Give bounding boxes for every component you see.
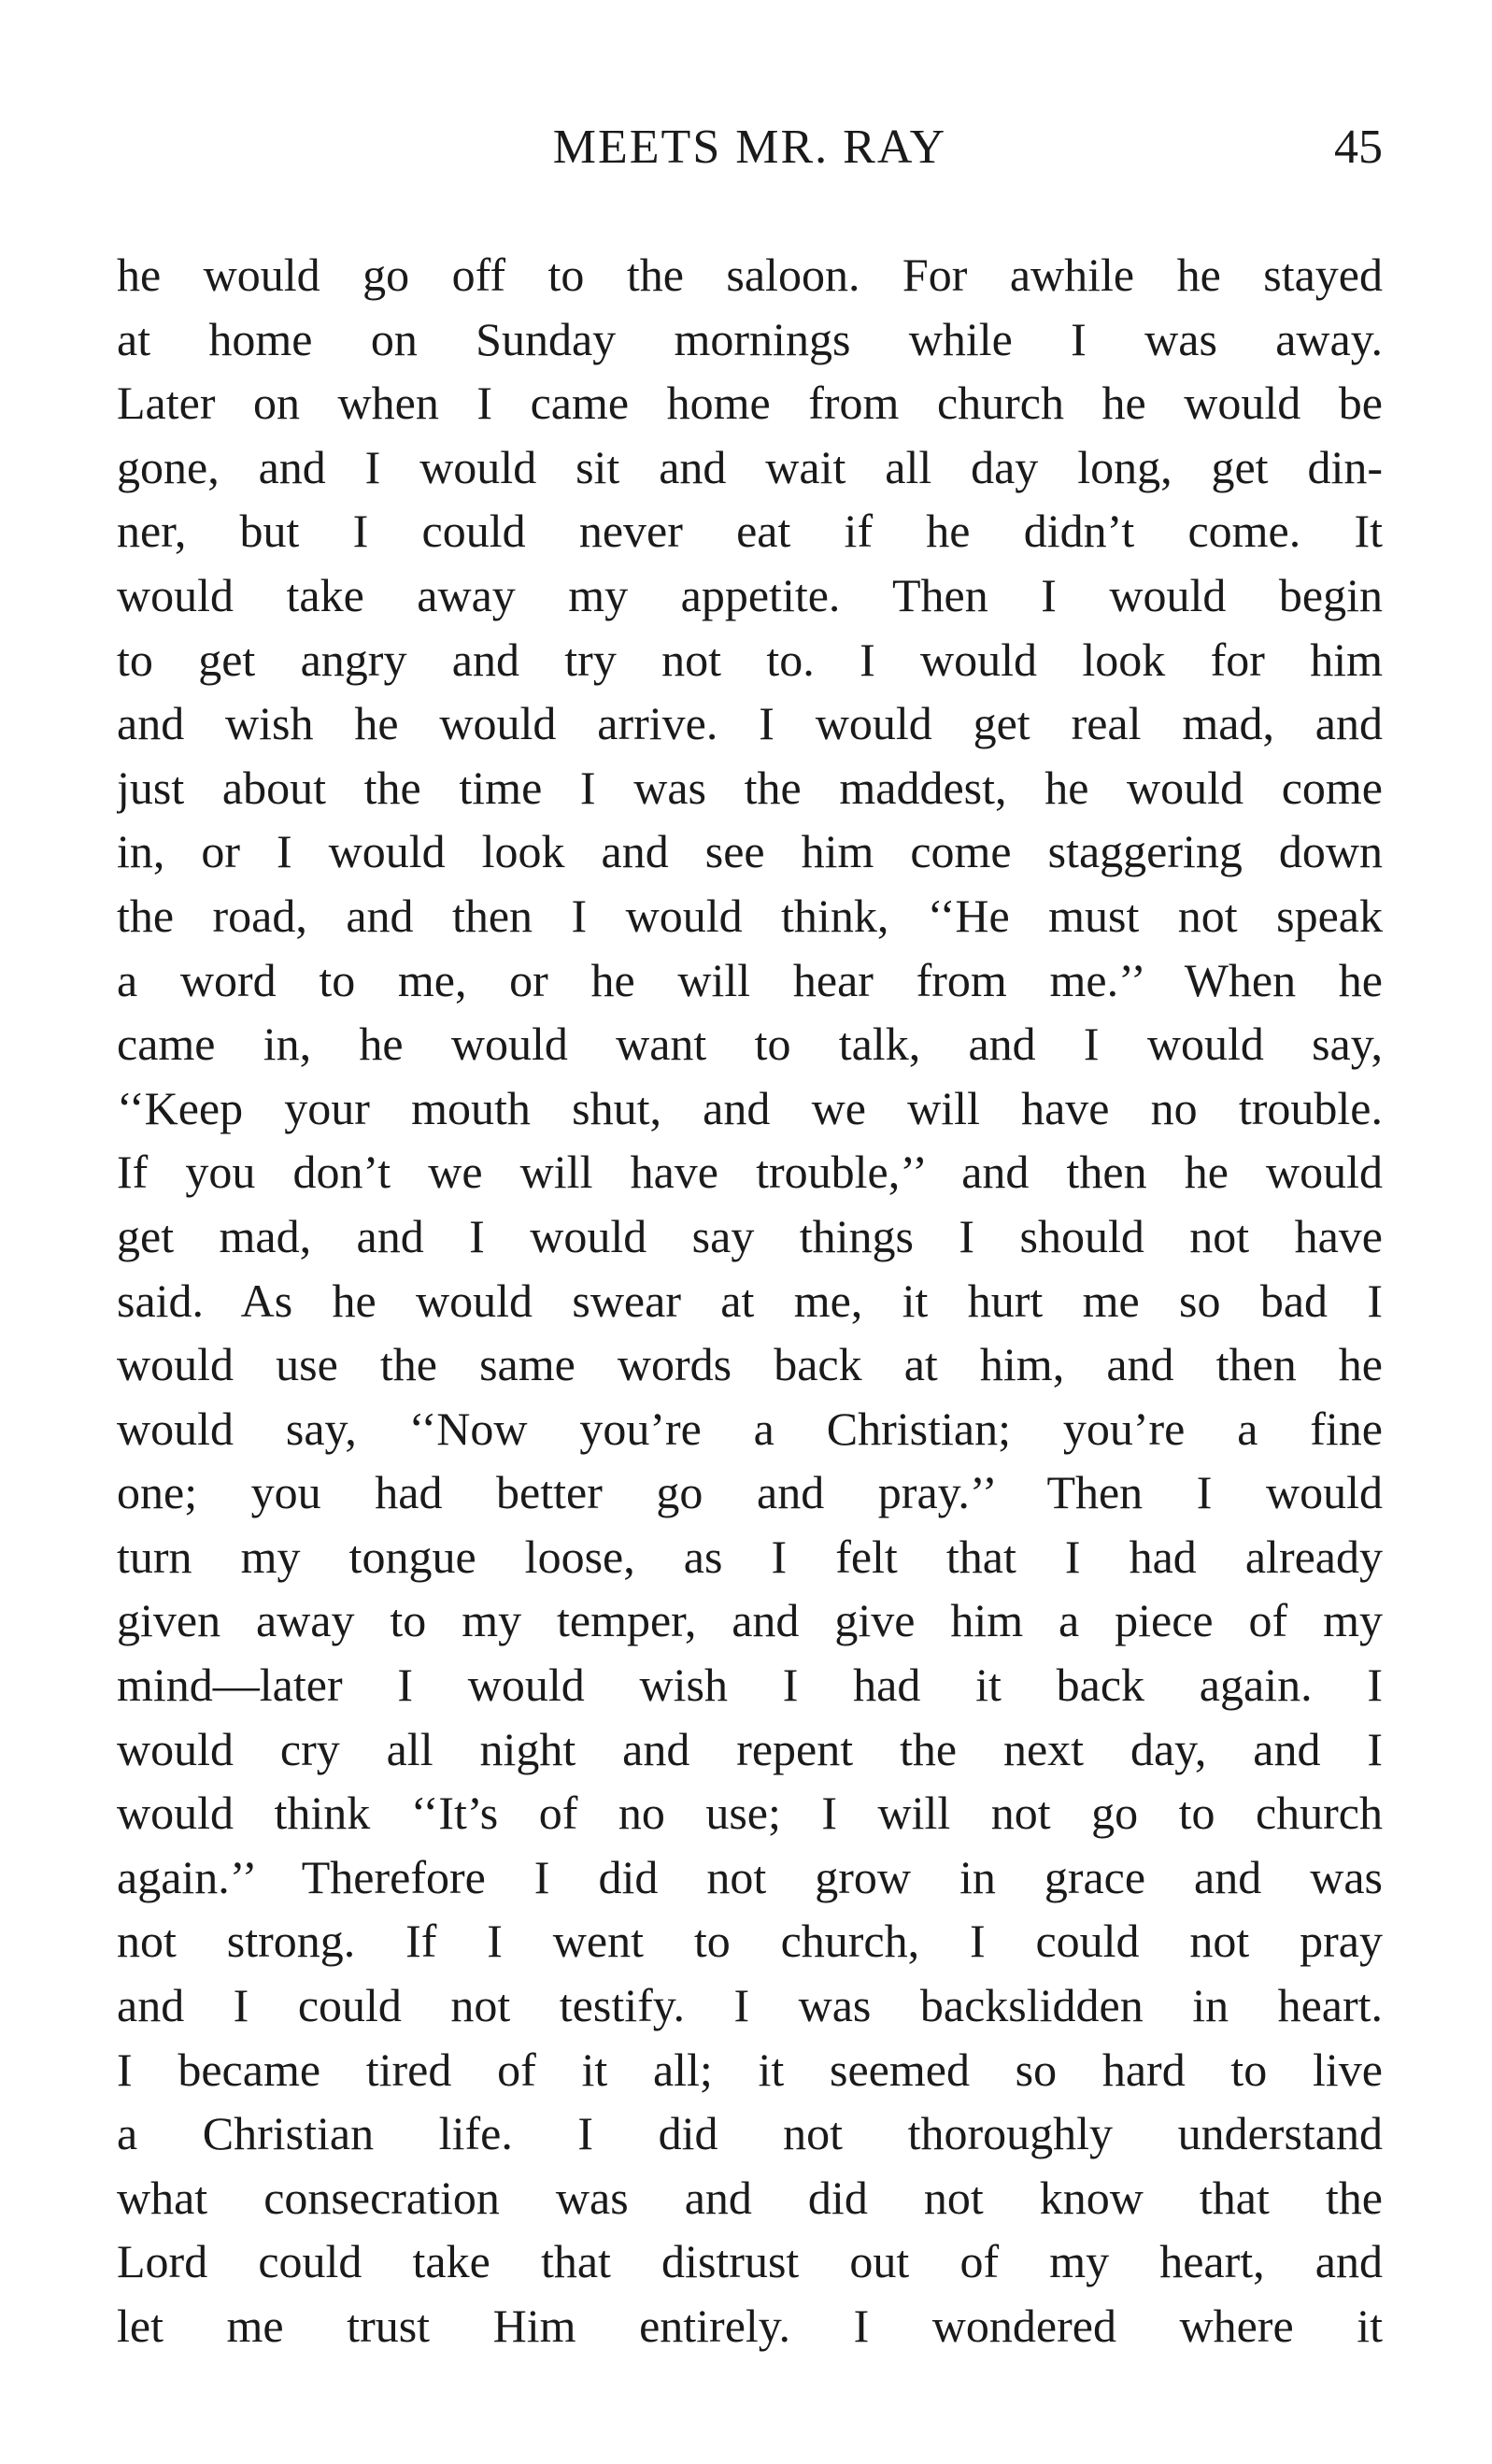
text-line: Lord could take that distrust out of my heart, and [117,2235,1383,2288]
text-line: would use the same words back at him, and then he [117,1338,1383,1391]
text-line: Later on when I came home from church he would be [117,377,1383,430]
text-line: a Christian life. I did not thoroughly understand [117,2107,1383,2160]
text-line: again.’’ Therefore I did not grow in grace and was [117,1850,1383,1903]
text-line: gone, and I would sit and wait all day long, get din- [117,440,1383,493]
text-line: just about the time I was the maddest, he would come [117,761,1383,814]
text-line: and wish he would arrive. I would get real mad, and [117,697,1383,750]
text-line: came in, he would want to talk, and I would say, [117,1018,1383,1071]
text-line: said. As he would swear at me, it hurt me so bad I [117,1274,1383,1327]
text-line: would say, ‘‘Now you’re a Christian; you’re a fine [117,1402,1383,1455]
text-line: get mad, and I would say things I should not have [117,1209,1383,1262]
text-line: would cry all night and repent the next day, and I [117,1722,1383,1775]
text-line: in, or I would look and see him come staggering down [117,825,1383,878]
text-line: I became tired of it all; it seemed so hard to live [117,2043,1383,2096]
text-line: let me trust Him entirely. I wondered where it [117,2300,1383,2352]
text-line: the road, and then I would think, ‘‘He must not speak [117,889,1383,942]
text-line: ner, but I could never eat if he didn’t come. It [117,505,1383,558]
text-line: turn my tongue loose, as I felt that I had already [117,1530,1383,1583]
chapter-title: MEETS MR. RAY [552,121,947,174]
body-text [117,243,1383,2358]
text-line: If you don’t we will have trouble,’’ and then he would [117,1146,1383,1199]
text-line: what consecration was and did not know that the [117,2171,1383,2224]
text-line: not strong. If I went to church, I could not pray [117,1915,1383,1968]
text-line: to get angry and try not to. I would look for him [117,633,1383,686]
text-line: would think ‘‘It’s of no use; I will not go to church [117,1787,1383,1840]
text-line: he would go off to the saloon. For awhile he stayed [117,249,1383,301]
text-line: one; you had better go and pray.’’ Then I would [117,1466,1383,1519]
page-number: 45 [1334,121,1383,174]
text-line: ‘‘Keep your mouth shut, and we will have no trouble. [117,1081,1383,1134]
text-line: and I could not testify. I was backslidden in heart. [117,1979,1383,2032]
text-line: mind—later I would wish I had it back again. I [117,1659,1383,1712]
text-line: would take away my appetite. Then I would begin [117,568,1383,621]
text-line: given away to my temper, and give him a piece of my [117,1594,1383,1647]
running-header [117,110,1383,185]
text-line: a word to me, or he will hear from me.’’ When he [117,953,1383,1006]
text-line: at home on Sunday mornings while I was away. [117,312,1383,365]
